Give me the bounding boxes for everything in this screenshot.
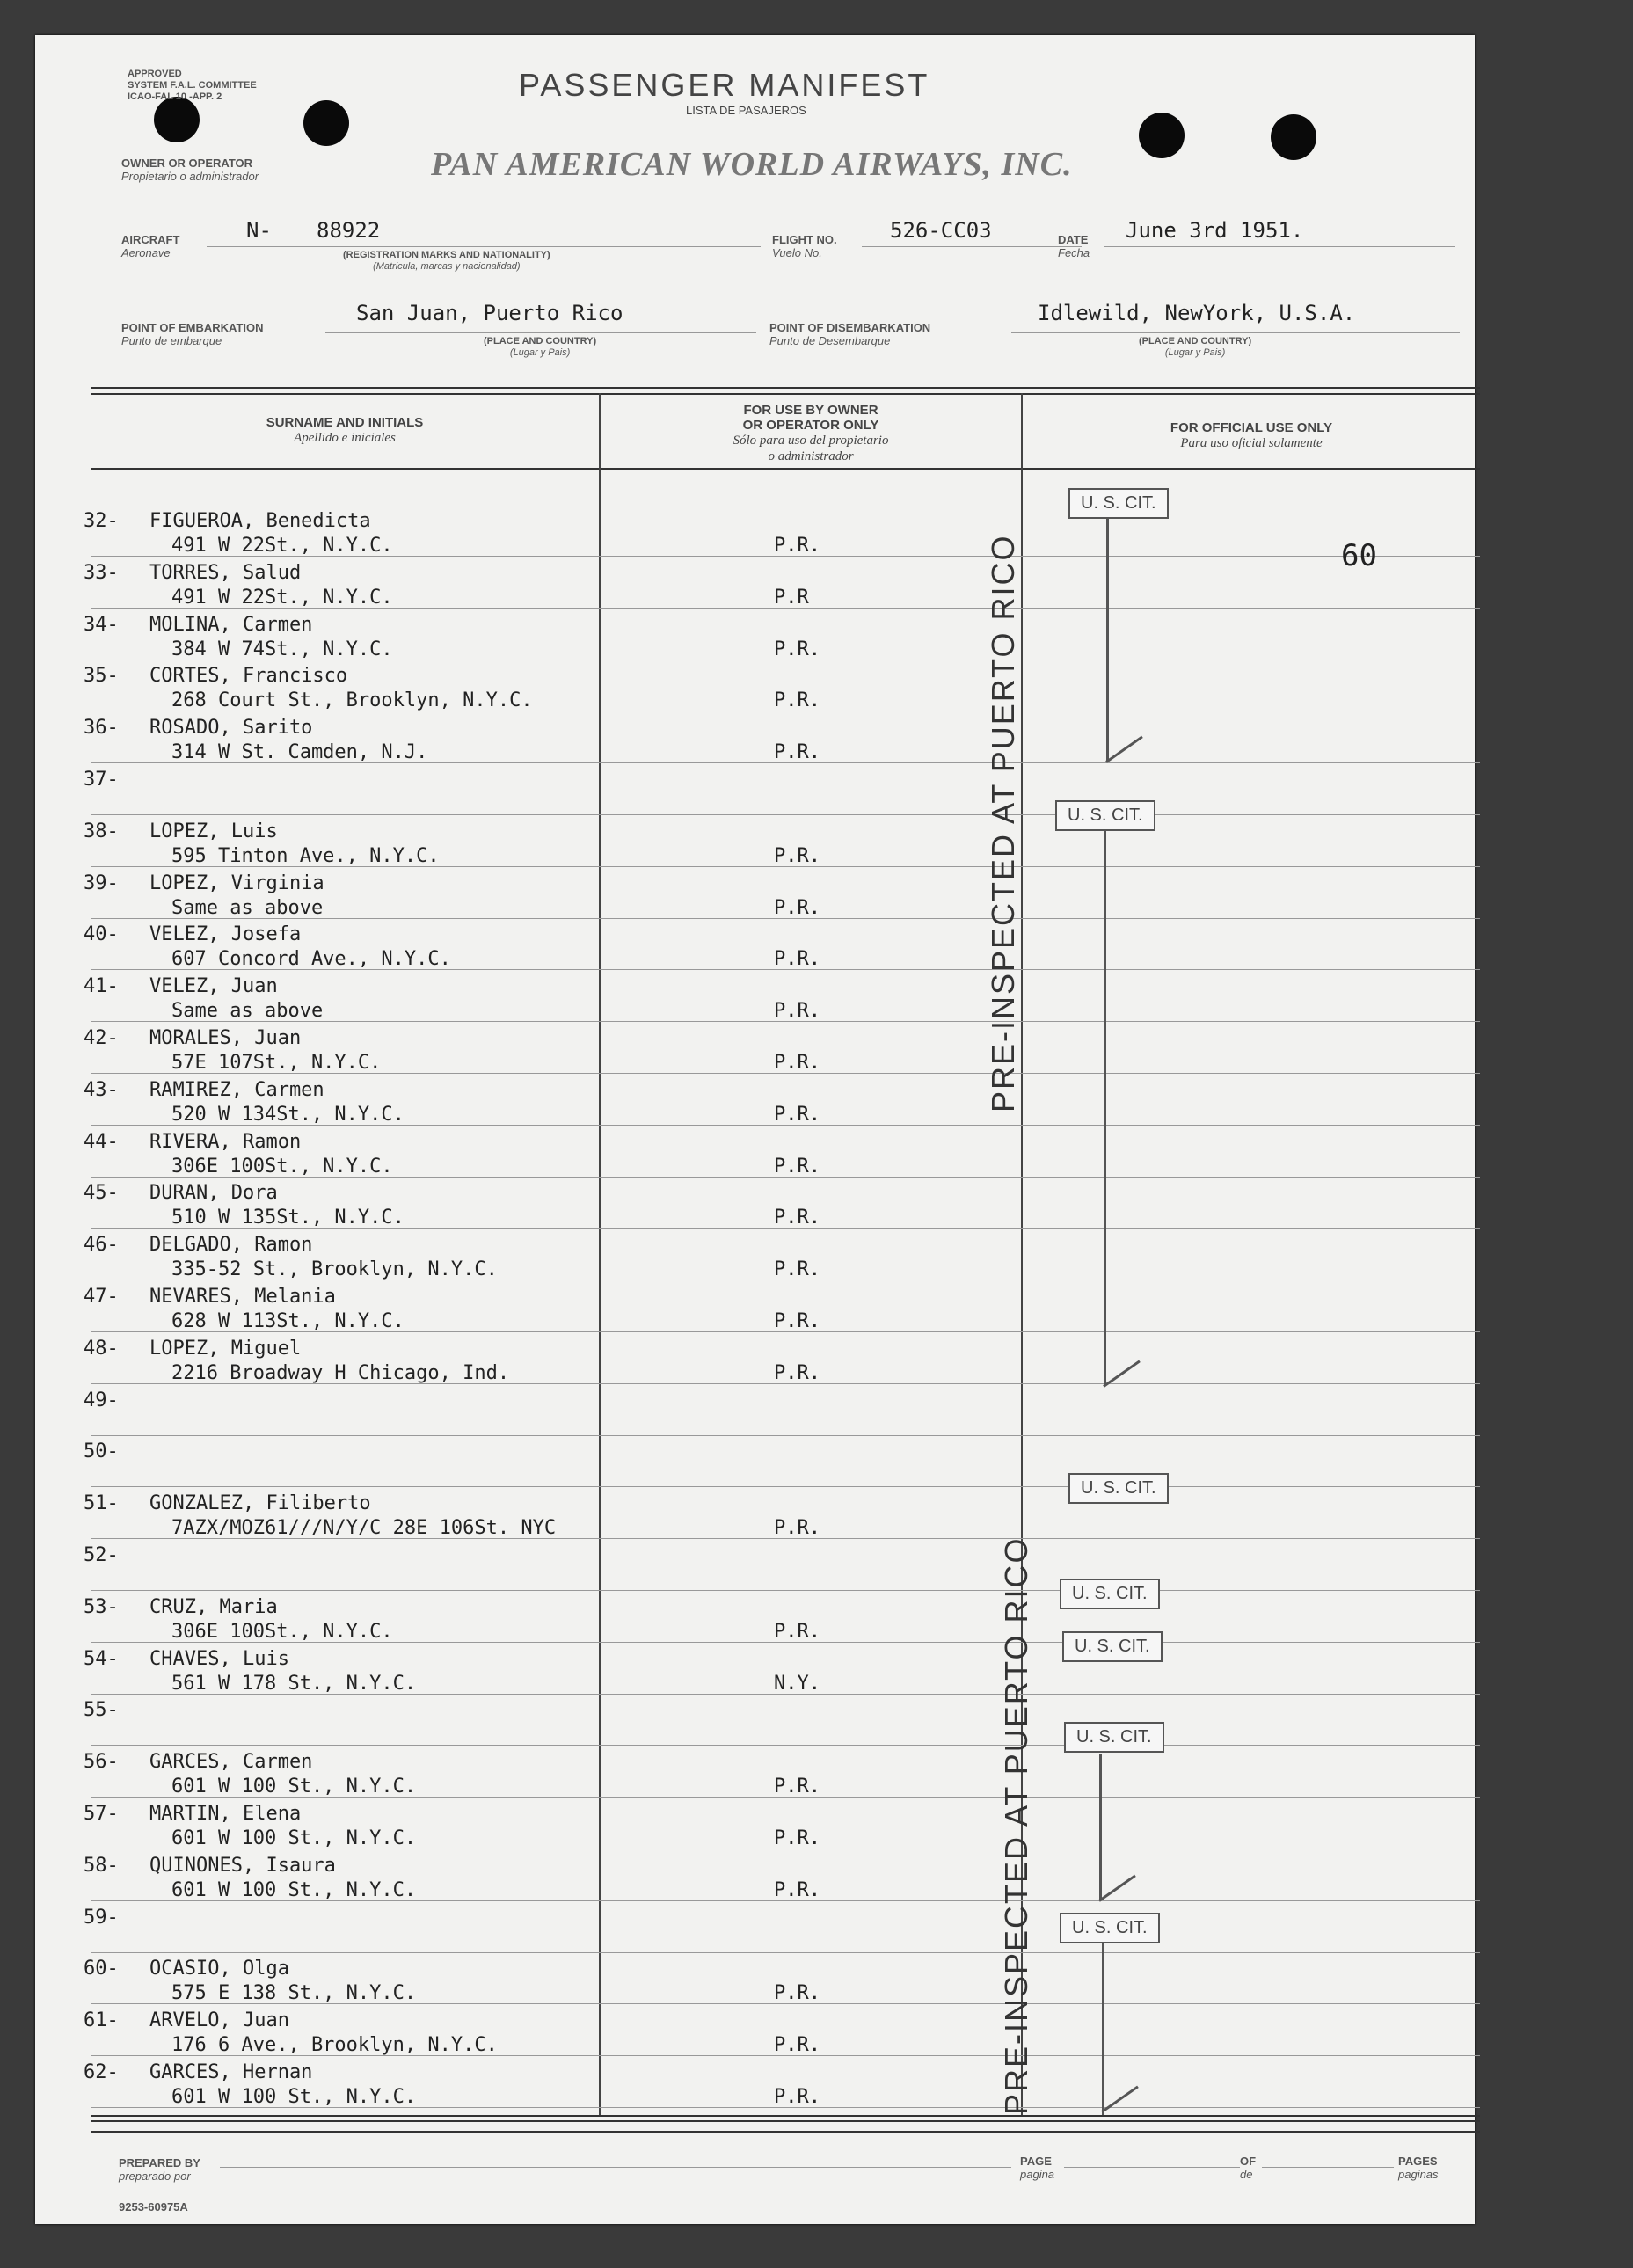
passenger-address: 491 W 22St., N.Y.C. [171,586,393,609]
passenger-name: LOPEZ, Virginia [149,871,324,894]
flight-label: FLIGHT NO. [772,233,837,246]
bracket-tick [1105,736,1143,763]
col-official-title: FOR OFFICIAL USE ONLY [1170,420,1333,435]
official-count: 60 [1341,538,1377,573]
row-number: 34- [84,613,119,636]
row-rule [91,1590,1480,1591]
passenger-name: GONZALEZ, Filiberto [149,1492,371,1515]
operator-code: P.R. [774,1258,820,1281]
bracket-line [1106,519,1109,761]
us-citizen-stamp: U. S. CIT. [1060,1913,1160,1943]
passenger-name: RIVERA, Ramon [149,1130,302,1153]
passenger-address: Same as above [171,1000,324,1023]
us-citizen-stamp: U. S. CIT. [1062,1631,1163,1662]
of-line [1262,2167,1394,2168]
bracket-tick [1098,1875,1136,1902]
passenger-address: 601 W 100 St., N.Y.C. [171,1827,417,1849]
place-note-es: (Lugar y Pais) [509,347,571,358]
passenger-name: CHAVES, Luis [149,1647,289,1670]
passenger-name: LOPEZ, Luis [149,820,278,842]
passenger-name: MOLINA, Carmen [149,613,313,636]
aircraft-underline [207,246,761,247]
operator-code: P.R. [774,535,820,557]
row-number: 47- [84,1286,119,1308]
owner-label-block [121,157,259,183]
row-number: 54- [84,1647,119,1670]
passenger-name: RAMIREZ, Carmen [149,1078,324,1101]
prepared-by-es: preparado por [119,2170,191,2183]
passenger-name: GARCES, Hernan [149,2061,313,2083]
passenger-name: DELGADO, Ramon [149,1234,313,1257]
date-label-block [1058,233,1090,259]
passenger-address: 561 W 178 St., N.Y.C. [171,1672,417,1695]
approval-block [128,69,257,103]
operator-code: P.R. [774,1361,820,1384]
col-operator-header [601,403,1021,464]
operator-code: P.R. [774,1878,820,1901]
registration-note-en: (REGISTRATION MARKS AND NATIONALITY) [343,250,550,260]
passenger-name: MORALES, Juan [149,1027,302,1049]
operator-code: P.R. [774,1103,820,1126]
operator-code: P.R. [774,2086,820,2108]
preinspected-stamp: PRE-INSPECTED AT PUERTO RICO [985,534,1021,1112]
owner-label-es: Propietario o administrador [121,170,259,183]
row-number: 48- [84,1337,119,1360]
row-number: 38- [84,820,119,842]
manifest-page [35,35,1475,2224]
of-label-en: OF [1240,2155,1257,2168]
col-operator-title: OR OPERATOR ONLY [742,418,879,433]
us-citizen-stamp: U. S. CIT. [1060,1579,1160,1609]
row-number: 51- [84,1492,119,1515]
page-label-en: PAGE [1020,2155,1052,2168]
passenger-address: 601 W 100 St., N.Y.C. [171,1776,417,1798]
passenger-name: ROSADO, Sarito [149,717,313,740]
approval-line: ICAO-FAL 10 -APP. 2 [128,91,222,102]
passenger-address: 628 W 113St., N.Y.C. [171,1310,405,1332]
passenger-address: 601 W 100 St., N.Y.C. [171,2086,417,2108]
pages-label [1398,2155,1439,2181]
passenger-address: Same as above [171,896,324,919]
bracket-line [1099,1754,1102,1900]
us-citizen-stamp: U. S. CIT. [1055,800,1155,831]
row-number: 33- [84,561,119,584]
row-number: 50- [84,1440,119,1463]
flight-label-es: Vuelo No. [772,246,822,259]
place-note-en: (PLACE AND COUNTRY) [1139,336,1252,346]
of-label [1240,2155,1256,2181]
embark-underline [325,332,756,333]
aircraft-number: 88922 [317,218,381,243]
table-top-rule [91,387,1480,389]
date-value: June 3rd 1951. [1126,218,1304,243]
operator-code: P.R. [774,844,820,867]
operator-code: P.R. [774,948,820,971]
embark-place-note [484,336,596,359]
bracket-line [1104,831,1106,1385]
operator-code: P.R. [774,638,820,660]
operator-code: P.R. [774,896,820,919]
row-rule [91,1952,1480,1953]
passenger-address: 268 Court St., Brooklyn, N.Y.C. [171,689,533,712]
column-divider [599,393,601,2117]
operator-code: P.R. [774,1310,820,1332]
operator-code: P.R. [774,1620,820,1643]
row-number: 57- [84,1803,119,1825]
row-number: 52- [84,1544,119,1566]
table-bottom-rule [91,2115,1480,2117]
aircraft-label-es: Aeronave [121,246,171,259]
place-note-es: (Lugar y Pais) [1164,347,1226,358]
row-number: 55- [84,1699,119,1722]
page-line [1064,2167,1240,2168]
operator-code: P.R. [774,2034,820,2057]
passenger-address: 314 W St. Camden, N.J. [171,741,428,764]
flight-number: 526-CC03 [890,218,992,243]
aircraft-prefix: N- [246,218,272,243]
passenger-name: ARVELO, Juan [149,2009,289,2032]
row-number: 61- [84,2009,119,2032]
embark-value: San Juan, Puerto Rico [356,301,623,325]
embark-label-block [121,321,264,347]
col-surname-title-es: Apellido e iniciales [294,431,396,445]
company-name: PAN AMERICAN WORLD AIRWAYS, INC. [431,146,1073,183]
prepared-by: PREPARED BY [119,2156,200,2170]
passenger-address: 57E 107St., N.Y.C. [171,1052,382,1074]
punch-hole [1139,113,1185,158]
col-surname-header [91,415,599,446]
disembark-place-note [1139,336,1251,359]
passenger-name: FIGUEROA, Benedicta [149,510,371,532]
passenger-address: 575 E 138 St., N.Y.C. [171,1982,417,2005]
operator-code: P.R. [774,689,820,712]
registration-note [343,250,550,273]
owner-label: OWNER OR OPERATOR [121,157,253,170]
col-operator-title: FOR USE BY OWNER [743,403,878,418]
punch-hole [303,100,349,146]
disembark-label: POINT OF DISEMBARKATION [769,321,931,334]
col-operator-title-es: Sólo para uso del propietario [733,434,889,448]
row-number: 43- [84,1078,119,1101]
table-top-rule [91,393,1480,395]
disembark-value: Idlewild, NewYork, U.S.A. [1038,301,1356,325]
passenger-name: VELEZ, Juan [149,975,278,998]
row-rule [91,1435,1480,1436]
disembark-label-block [769,321,930,347]
flight-label-block [772,233,837,259]
approval-line: SYSTEM F.A.L. COMMITTEE [128,80,257,91]
us-citizen-stamp: U. S. CIT. [1064,1722,1164,1753]
registration-note-es: (Matricula, marcas y nacionalidad) [373,261,521,272]
passenger-address: 607 Concord Ave., N.Y.C. [171,948,451,971]
passenger-name: OCASIO, Olga [149,1958,289,1980]
passenger-name: GARCES, Carmen [149,1751,313,1774]
col-operator-title-es: o administrador [768,449,854,463]
date-label: DATE [1058,233,1089,246]
row-number: 37- [84,769,119,791]
operator-code: P.R. [774,1155,820,1178]
operator-code: P.R. [774,1052,820,1074]
row-number: 35- [84,665,119,688]
row-number: 41- [84,975,119,998]
row-number: 53- [84,1595,119,1618]
bracket-line [1102,1943,1104,2115]
passenger-name: CRUZ, Maria [149,1595,278,1618]
approval-line: APPROVED [128,69,182,79]
row-number: 62- [84,2061,119,2083]
footer-rule [91,2131,1480,2133]
row-number: 59- [84,1906,119,1929]
operator-code: N.Y. [774,1672,820,1695]
punch-hole [154,97,200,142]
us-citizen-stamp: U. S. CIT. [1068,1473,1169,1504]
row-rule [91,1486,1480,1487]
passenger-name: LOPEZ, Miguel [149,1337,302,1360]
date-underline [1104,246,1455,247]
row-number: 56- [84,1751,119,1774]
col-surname-title: SURNAME AND INITIALS [266,415,424,430]
us-citizen-stamp: U. S. CIT. [1068,488,1169,519]
row-number: 60- [84,1958,119,1980]
passenger-address: 491 W 22St., N.Y.C. [171,535,393,557]
passenger-address: 520 W 134St., N.Y.C. [171,1103,405,1126]
row-number: 46- [84,1234,119,1257]
header-bottom-rule [91,468,1480,470]
preinspected-stamp: PRE-INSPECTED AT PUERTO RICO [998,1536,1034,2115]
passenger-address: 176 6 Ave., Brooklyn, N.Y.C. [171,2034,498,2057]
col-official-header [1023,420,1480,451]
of-label-es: de [1240,2168,1253,2181]
prepared-by-label [119,2156,200,2183]
passenger-address: 384 W 74St., N.Y.C. [171,638,393,660]
page-title: PASSENGER MANIFEST [519,67,930,103]
aircraft-label-block [121,233,179,259]
passenger-address: 2216 Broadway H Chicago, Ind. [171,1361,510,1384]
page-label [1020,2155,1054,2181]
passenger-address: 306E 100St., N.Y.C. [171,1620,393,1643]
operator-code: P.R. [774,1982,820,2005]
col-official-title-es: Para uso oficial solamente [1180,436,1323,450]
passenger-address: 595 Tinton Ave., N.Y.C. [171,844,440,867]
page-label-es: pagina [1020,2168,1055,2181]
passenger-address: 510 W 135St., N.Y.C. [171,1207,405,1229]
operator-code: P.R. [774,741,820,764]
passenger-address: 601 W 100 St., N.Y.C. [171,1878,417,1901]
row-number: 44- [84,1130,119,1153]
pages-label-en: PAGES [1398,2155,1438,2168]
punch-hole [1271,114,1316,160]
row-number: 32- [84,510,119,532]
operator-code: P.R. [774,1000,820,1023]
operator-code: P.R [774,586,809,609]
row-number: 45- [84,1182,119,1205]
form-number: 9253-60975A [119,2200,188,2213]
passenger-name: CORTES, Francisco [149,665,348,688]
place-note-en: (PLACE AND COUNTRY) [484,336,597,346]
prepared-by-line [220,2167,1011,2168]
operator-code: P.R. [774,1776,820,1798]
date-label-es: Fecha [1058,246,1090,259]
row-number: 39- [84,871,119,894]
flight-underline [862,246,1082,247]
aircraft-label: AIRCRAFT [121,233,180,246]
embark-label-es: Punto de embarque [121,334,222,347]
disembark-label-es: Punto de Desembarque [769,334,891,347]
operator-code: P.R. [774,1827,820,1849]
row-number: 36- [84,717,119,740]
passenger-name: NEVARES, Melania [149,1286,336,1308]
passenger-address: 335-52 St., Brooklyn, N.Y.C. [171,1258,498,1281]
passenger-name: DURAN, Dora [149,1182,278,1205]
row-rule [91,1745,1480,1746]
row-rule [91,814,1480,815]
passenger-name: MARTIN, Elena [149,1803,302,1825]
passenger-address: 7AZX/MOZ61///N/Y/C 28E 106St. NYC [171,1517,557,1540]
bracket-tick [1101,2086,1139,2113]
disembark-underline [1011,332,1460,333]
row-number: 42- [84,1027,119,1049]
operator-code: P.R. [774,1517,820,1540]
operator-code: P.R. [774,1207,820,1229]
embark-label: POINT OF EMBARKATION [121,321,264,334]
passenger-name: TORRES, Salud [149,561,302,584]
pages-label-es: paginas [1398,2168,1439,2181]
row-number: 49- [84,1389,119,1411]
passenger-name: VELEZ, Josefa [149,923,302,946]
row-number: 40- [84,923,119,946]
row-number: 58- [84,1854,119,1877]
passenger-address: 306E 100St., N.Y.C. [171,1155,393,1178]
page-subtitle: LISTA DE PASAJEROS [686,104,806,117]
table-bottom-rule [91,2120,1480,2122]
passenger-name: QUINONES, Isaura [149,1854,336,1877]
